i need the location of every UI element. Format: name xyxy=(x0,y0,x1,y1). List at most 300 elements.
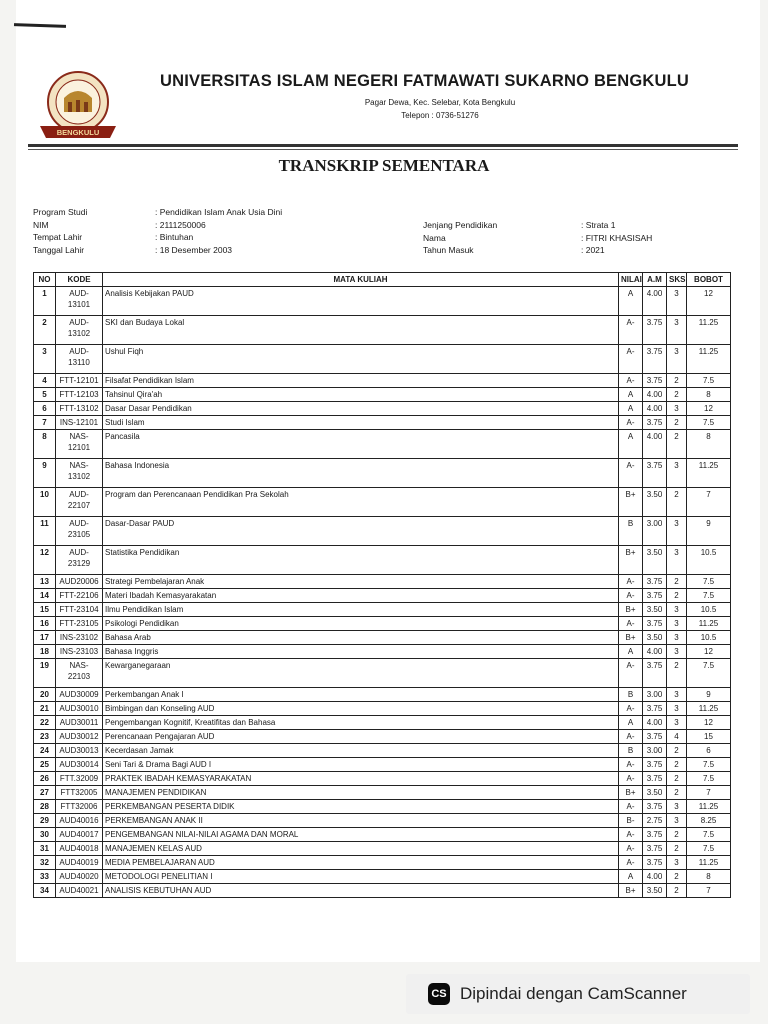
cell-sks: 3 xyxy=(667,345,687,374)
cell-nilai: B xyxy=(619,688,643,702)
cell-no: 32 xyxy=(34,856,56,870)
cell-kode: AUD40020 xyxy=(56,870,103,884)
col-header-bobot: BOBOT xyxy=(687,273,731,287)
table-row xyxy=(34,345,731,374)
svg-text:BENGKULU: BENGKULU xyxy=(56,128,100,137)
cell-sks: 2 xyxy=(667,589,687,603)
cell-nilai: A xyxy=(619,287,643,316)
university-address xyxy=(160,96,720,122)
cell-mata-kuliah: Pancasila xyxy=(103,430,619,459)
table-body xyxy=(34,287,731,898)
cell-nilai: B- xyxy=(619,814,643,828)
transcript-table xyxy=(33,272,731,898)
table-row xyxy=(34,287,731,316)
cell-kode: AUD40017 xyxy=(56,828,103,842)
cell-am: 4.00 xyxy=(643,430,667,459)
cell-no: 10 xyxy=(34,488,56,517)
cell-no: 2 xyxy=(34,316,56,345)
cell-bobot: 11.25 xyxy=(687,345,731,374)
cell-mata-kuliah: Psikologi Pendidikan xyxy=(103,617,619,631)
cell-kode: FTT32006 xyxy=(56,800,103,814)
cell-nilai: B xyxy=(619,744,643,758)
cell-nilai: A xyxy=(619,870,643,884)
table-row xyxy=(34,645,731,659)
cell-kode: FTT-23104 xyxy=(56,603,103,617)
cell-bobot: 7 xyxy=(687,884,731,898)
cell-mata-kuliah: Program dan Perencanaan Pendidikan Pra Sekolah xyxy=(103,488,619,517)
info-label: Jenjang Pendidikan xyxy=(423,220,498,230)
cell-am: 4.00 xyxy=(643,287,667,316)
cell-bobot: 8.25 xyxy=(687,814,731,828)
cell-mata-kuliah: Kewarganegaraan xyxy=(103,659,619,688)
cell-sks: 3 xyxy=(667,617,687,631)
cell-mata-kuliah: PENGEMBANGAN NILAI-NILAI AGAMA DAN MORAL xyxy=(103,828,619,842)
cell-nilai: A- xyxy=(619,575,643,589)
info-row xyxy=(33,206,282,219)
cell-nilai: A- xyxy=(619,758,643,772)
cell-sks: 2 xyxy=(667,842,687,856)
cell-mata-kuliah: PERKEMBANGAN PESERTA DIDIK xyxy=(103,800,619,814)
cell-bobot: 12 xyxy=(687,402,731,416)
cell-nilai: A xyxy=(619,716,643,730)
cell-kode: INS-12101 xyxy=(56,416,103,430)
cell-am: 3.75 xyxy=(643,758,667,772)
cell-sks: 3 xyxy=(667,645,687,659)
camscanner-text: Dipindai dengan CamScanner xyxy=(460,984,687,1003)
cell-mata-kuliah: Strategi Pembelajaran Anak xyxy=(103,575,619,589)
table-row xyxy=(34,786,731,800)
university-logo-icon xyxy=(24,68,132,146)
cell-bobot: 10.5 xyxy=(687,603,731,617)
cell-kode: AUD30012 xyxy=(56,730,103,744)
cell-mata-kuliah: MANAJEMEN KELAS AUD xyxy=(103,842,619,856)
table-row xyxy=(34,758,731,772)
cell-sks: 2 xyxy=(667,884,687,898)
cell-am: 3.75 xyxy=(643,702,667,716)
phone-line: Telepon : 0736-51276 xyxy=(401,111,479,120)
cell-kode: FTT-22106 xyxy=(56,589,103,603)
table-row xyxy=(34,416,731,430)
cell-nilai: A- xyxy=(619,828,643,842)
cell-kode: AUD40019 xyxy=(56,856,103,870)
cell-mata-kuliah: Ushul Fiqh xyxy=(103,345,619,374)
table-row xyxy=(34,589,731,603)
cell-bobot: 11.25 xyxy=(687,856,731,870)
cell-no: 17 xyxy=(34,631,56,645)
cell-am: 3.75 xyxy=(643,374,667,388)
cell-nilai: A- xyxy=(619,800,643,814)
table-row xyxy=(34,688,731,702)
cell-no: 15 xyxy=(34,603,56,617)
cell-nilai: A- xyxy=(619,345,643,374)
table-row xyxy=(34,430,731,459)
cell-mata-kuliah: Statistika Pendidikan xyxy=(103,546,619,575)
cell-kode: FTT.32009 xyxy=(56,772,103,786)
cell-sks: 2 xyxy=(667,870,687,884)
cell-am: 2.75 xyxy=(643,814,667,828)
cell-am: 3.50 xyxy=(643,631,667,645)
cell-am: 3.75 xyxy=(643,828,667,842)
cell-mata-kuliah: Dasar-Dasar PAUD xyxy=(103,517,619,546)
cell-sks: 2 xyxy=(667,575,687,589)
table-row xyxy=(34,716,731,730)
cell-no: 19 xyxy=(34,659,56,688)
cell-bobot: 12 xyxy=(687,287,731,316)
cell-bobot: 7.5 xyxy=(687,416,731,430)
cell-mata-kuliah: MANAJEMEN PENDIDIKAN xyxy=(103,786,619,800)
cell-sks: 3 xyxy=(667,316,687,345)
cell-nilai: A xyxy=(619,430,643,459)
cell-am: 4.00 xyxy=(643,402,667,416)
cell-sks: 2 xyxy=(667,488,687,517)
header-rule xyxy=(28,144,738,147)
cell-nilai: A xyxy=(619,402,643,416)
cell-sks: 3 xyxy=(667,856,687,870)
cell-bobot: 10.5 xyxy=(687,631,731,645)
table-row xyxy=(34,856,731,870)
table-row xyxy=(34,744,731,758)
cell-am: 3.75 xyxy=(643,772,667,786)
cell-am: 3.75 xyxy=(643,459,667,488)
cell-sks: 3 xyxy=(667,814,687,828)
cell-no: 34 xyxy=(34,884,56,898)
cell-no: 16 xyxy=(34,617,56,631)
cell-mata-kuliah: Perencanaan Pengajaran AUD xyxy=(103,730,619,744)
cell-bobot: 7 xyxy=(687,786,731,800)
info-row xyxy=(423,244,652,257)
cell-bobot: 7.5 xyxy=(687,575,731,589)
cell-am: 4.00 xyxy=(643,388,667,402)
cell-mata-kuliah: Studi Islam xyxy=(103,416,619,430)
document-title: TRANSKRIP SEMENTARA xyxy=(278,156,490,175)
info-value: : FITRI KHASISAH xyxy=(581,232,653,243)
cell-nilai: B xyxy=(619,517,643,546)
cell-kode: AUD30014 xyxy=(56,758,103,772)
info-label: Tahun Masuk xyxy=(423,245,474,255)
cell-mata-kuliah: Bahasa Arab xyxy=(103,631,619,645)
cell-kode: AUD- 23129 xyxy=(56,546,103,575)
cell-kode: INS-23102 xyxy=(56,631,103,645)
cell-sks: 2 xyxy=(667,772,687,786)
cell-bobot: 11.25 xyxy=(687,702,731,716)
cell-kode: NAS- 22103 xyxy=(56,659,103,688)
camscanner-icon: CS xyxy=(428,983,450,1005)
cell-mata-kuliah: Dasar Dasar Pendidikan xyxy=(103,402,619,416)
cell-mata-kuliah: Pengembangan Kognitif, Kreatifitas dan Bahasa xyxy=(103,716,619,730)
cell-mata-kuliah: Filsafat Pendidikan Islam xyxy=(103,374,619,388)
cell-kode: AUD- 13110 xyxy=(56,345,103,374)
cell-bobot: 7 xyxy=(687,488,731,517)
cell-nilai: A- xyxy=(619,659,643,688)
cell-nilai: B+ xyxy=(619,631,643,645)
cell-bobot: 10.5 xyxy=(687,546,731,575)
cell-no: 31 xyxy=(34,842,56,856)
table-row xyxy=(34,402,731,416)
cell-no: 25 xyxy=(34,758,56,772)
cell-no: 13 xyxy=(34,575,56,589)
table-row xyxy=(34,884,731,898)
cell-no: 14 xyxy=(34,589,56,603)
table-row xyxy=(34,617,731,631)
cell-bobot: 9 xyxy=(687,517,731,546)
cell-kode: AUD30011 xyxy=(56,716,103,730)
cell-bobot: 8 xyxy=(687,388,731,402)
table-row xyxy=(34,702,731,716)
cell-no: 4 xyxy=(34,374,56,388)
cell-sks: 3 xyxy=(667,517,687,546)
info-label: NIM xyxy=(33,219,49,230)
cell-bobot: 7.5 xyxy=(687,842,731,856)
info-label: Program Studi xyxy=(33,207,88,217)
cell-nilai: B+ xyxy=(619,488,643,517)
cell-kode: AUD- 22107 xyxy=(56,488,103,517)
info-value: : Bintuhan xyxy=(155,232,194,242)
cell-bobot: 9 xyxy=(687,688,731,702)
col-header-nilai: NILAI xyxy=(619,273,643,287)
cell-sks: 3 xyxy=(667,688,687,702)
cell-sks: 2 xyxy=(667,416,687,430)
cell-bobot: 11.25 xyxy=(687,617,731,631)
cell-kode: AUD40016 xyxy=(56,814,103,828)
info-value: : 2111250006 xyxy=(155,219,206,230)
cell-kode: AUD20006 xyxy=(56,575,103,589)
cell-no: 22 xyxy=(34,716,56,730)
info-row xyxy=(423,219,652,232)
cell-sks: 2 xyxy=(667,744,687,758)
col-header-am: A.M xyxy=(643,273,667,287)
cell-mata-kuliah: PERKEMBANGAN ANAK II xyxy=(103,814,619,828)
info-label: Tempat Lahir xyxy=(33,232,83,242)
cell-mata-kuliah: Kecerdasan Jamak xyxy=(103,744,619,758)
cell-nilai: A- xyxy=(619,459,643,488)
cell-no: 29 xyxy=(34,814,56,828)
cell-no: 12 xyxy=(34,546,56,575)
cell-am: 4.00 xyxy=(643,645,667,659)
cell-no: 3 xyxy=(34,345,56,374)
cell-mata-kuliah: Seni Tari & Drama Bagi AUD I xyxy=(103,758,619,772)
cell-mata-kuliah: Perkembangan Anak I xyxy=(103,688,619,702)
cell-mata-kuliah: Analisis Kebijakan PAUD xyxy=(103,287,619,316)
cell-nilai: A- xyxy=(619,589,643,603)
cell-nilai: B+ xyxy=(619,786,643,800)
cell-bobot: 11.25 xyxy=(687,800,731,814)
header-rule-thin xyxy=(28,149,738,150)
cell-am: 3.50 xyxy=(643,603,667,617)
col-header-no: NO xyxy=(34,273,56,287)
cell-nilai: A- xyxy=(619,316,643,345)
cell-kode: NAS- 12101 xyxy=(56,430,103,459)
cell-kode: FTT-12101 xyxy=(56,374,103,388)
cell-mata-kuliah: Tahsinul Qira'ah xyxy=(103,388,619,402)
col-header-kode: KODE xyxy=(56,273,103,287)
cell-nilai: A- xyxy=(619,856,643,870)
info-row xyxy=(33,231,282,244)
col-header-mata-kuliah: MATA KULIAH xyxy=(103,273,619,287)
cell-kode: FTT-23105 xyxy=(56,617,103,631)
cell-sks: 2 xyxy=(667,388,687,402)
cell-no: 33 xyxy=(34,870,56,884)
info-value: : 2021 xyxy=(581,245,605,255)
cell-bobot: 12 xyxy=(687,645,731,659)
cell-nilai: A- xyxy=(619,702,643,716)
table-row xyxy=(34,517,731,546)
cell-bobot: 6 xyxy=(687,744,731,758)
cell-nilai: B+ xyxy=(619,546,643,575)
table-row xyxy=(34,730,731,744)
cell-no: 27 xyxy=(34,786,56,800)
cell-bobot: 8 xyxy=(687,870,731,884)
cell-sks: 3 xyxy=(667,459,687,488)
table-row xyxy=(34,603,731,617)
table-row xyxy=(34,488,731,517)
cell-mata-kuliah: Ilmu Pendidikan Islam xyxy=(103,603,619,617)
cell-am: 3.75 xyxy=(643,800,667,814)
cell-bobot: 7.5 xyxy=(687,589,731,603)
cell-no: 28 xyxy=(34,800,56,814)
cell-sks: 3 xyxy=(667,702,687,716)
cell-no: 23 xyxy=(34,730,56,744)
cell-kode: AUD- 23105 xyxy=(56,517,103,546)
cell-am: 3.75 xyxy=(643,730,667,744)
cell-am: 3.50 xyxy=(643,884,667,898)
table-row xyxy=(34,316,731,345)
cell-am: 3.00 xyxy=(643,517,667,546)
cell-kode: AUD- 13102 xyxy=(56,316,103,345)
cell-kode: AUD30010 xyxy=(56,702,103,716)
cell-sks: 3 xyxy=(667,546,687,575)
info-label: Tanggal Lahir xyxy=(33,244,85,255)
table-row xyxy=(34,575,731,589)
table-row xyxy=(34,800,731,814)
cell-am: 3.50 xyxy=(643,546,667,575)
info-value: : Strata 1 xyxy=(581,220,616,230)
cell-mata-kuliah: Bimbingan dan Konseling AUD xyxy=(103,702,619,716)
cell-nilai: A- xyxy=(619,730,643,744)
cell-no: 7 xyxy=(34,416,56,430)
cell-mata-kuliah: MEDIA PEMBELAJARAN AUD xyxy=(103,856,619,870)
cell-mata-kuliah: SKI dan Budaya Lokal xyxy=(103,316,619,345)
table-row xyxy=(34,631,731,645)
cell-sks: 3 xyxy=(667,603,687,617)
cell-kode: AUD30009 xyxy=(56,688,103,702)
table-row xyxy=(34,388,731,402)
cell-kode: AUD30013 xyxy=(56,744,103,758)
cell-kode: FTT-13102 xyxy=(56,402,103,416)
cell-nilai: A xyxy=(619,388,643,402)
cell-mata-kuliah: Bahasa Indonesia xyxy=(103,459,619,488)
cell-sks: 2 xyxy=(667,786,687,800)
info-value: : 18 Desember 2003 xyxy=(155,244,233,255)
cell-bobot: 7.5 xyxy=(687,374,731,388)
info-row xyxy=(423,232,652,245)
cell-mata-kuliah: ANALISIS KEBUTUHAN AUD xyxy=(103,884,619,898)
cell-no: 1 xyxy=(34,287,56,316)
student-info-left xyxy=(33,206,282,256)
cell-kode: FTT-12103 xyxy=(56,388,103,402)
cell-kode: AUD40021 xyxy=(56,884,103,898)
cell-nilai: A- xyxy=(619,416,643,430)
table-row xyxy=(34,828,731,842)
camscanner-watermark xyxy=(406,974,750,1014)
cell-am: 3.75 xyxy=(643,589,667,603)
info-value: : Pendidikan Islam Anak Usia Dini xyxy=(155,207,283,217)
cell-am: 4.00 xyxy=(643,716,667,730)
cell-kode: INS-23103 xyxy=(56,645,103,659)
cell-sks: 2 xyxy=(667,659,687,688)
info-label: Nama xyxy=(423,232,446,243)
cell-mata-kuliah: Bahasa Inggris xyxy=(103,645,619,659)
cell-kode: AUD40018 xyxy=(56,842,103,856)
cell-sks: 3 xyxy=(667,631,687,645)
cell-am: 3.00 xyxy=(643,744,667,758)
cell-nilai: A- xyxy=(619,374,643,388)
cell-sks: 3 xyxy=(667,716,687,730)
cell-am: 3.50 xyxy=(643,488,667,517)
cell-am: 3.75 xyxy=(643,659,667,688)
table-row xyxy=(34,842,731,856)
cell-bobot: 7.5 xyxy=(687,758,731,772)
cell-sks: 2 xyxy=(667,758,687,772)
info-row xyxy=(33,244,282,257)
cell-nilai: A- xyxy=(619,842,643,856)
table-row xyxy=(34,659,731,688)
address-line: Pagar Dewa, Kec. Selebar, Kota Bengkulu xyxy=(364,98,516,107)
cell-no: 20 xyxy=(34,688,56,702)
cell-am: 3.75 xyxy=(643,842,667,856)
cell-nilai: A xyxy=(619,645,643,659)
cell-sks: 2 xyxy=(667,828,687,842)
cell-no: 18 xyxy=(34,645,56,659)
cell-sks: 2 xyxy=(667,374,687,388)
cell-no: 26 xyxy=(34,772,56,786)
cell-bobot: 12 xyxy=(687,716,731,730)
table-row xyxy=(34,814,731,828)
cell-bobot: 7.5 xyxy=(687,828,731,842)
cell-no: 21 xyxy=(34,702,56,716)
cell-nilai: A- xyxy=(619,617,643,631)
cell-no: 8 xyxy=(34,430,56,459)
table-row xyxy=(34,374,731,388)
cell-sks: 4 xyxy=(667,730,687,744)
cell-kode: FTT32005 xyxy=(56,786,103,800)
student-info-right xyxy=(423,219,652,257)
cell-sks: 2 xyxy=(667,430,687,459)
cell-am: 3.00 xyxy=(643,688,667,702)
cell-am: 4.00 xyxy=(643,870,667,884)
cell-kode: NAS- 13102 xyxy=(56,459,103,488)
cell-sks: 3 xyxy=(667,402,687,416)
cell-mata-kuliah: PRAKTEK IBADAH KEMASYARAKATAN xyxy=(103,772,619,786)
cell-am: 3.75 xyxy=(643,575,667,589)
cell-no: 6 xyxy=(34,402,56,416)
cell-kode: AUD- 13101 xyxy=(56,287,103,316)
cell-am: 3.75 xyxy=(643,416,667,430)
cell-mata-kuliah: Materi Ibadah Kemasyarakatan xyxy=(103,589,619,603)
table-row xyxy=(34,772,731,786)
cell-am: 3.75 xyxy=(643,617,667,631)
cell-nilai: B+ xyxy=(619,603,643,617)
cell-bobot: 11.25 xyxy=(687,459,731,488)
cell-am: 3.75 xyxy=(643,316,667,345)
table-row xyxy=(34,459,731,488)
cell-nilai: A- xyxy=(619,772,643,786)
cell-no: 5 xyxy=(34,388,56,402)
cell-no: 9 xyxy=(34,459,56,488)
university-name: UNIVERSITAS ISLAM NEGERI FATMAWATI SUKARNO BENGKULU xyxy=(160,72,690,90)
cell-sks: 3 xyxy=(667,287,687,316)
cell-nilai: B+ xyxy=(619,884,643,898)
info-row xyxy=(33,219,282,232)
